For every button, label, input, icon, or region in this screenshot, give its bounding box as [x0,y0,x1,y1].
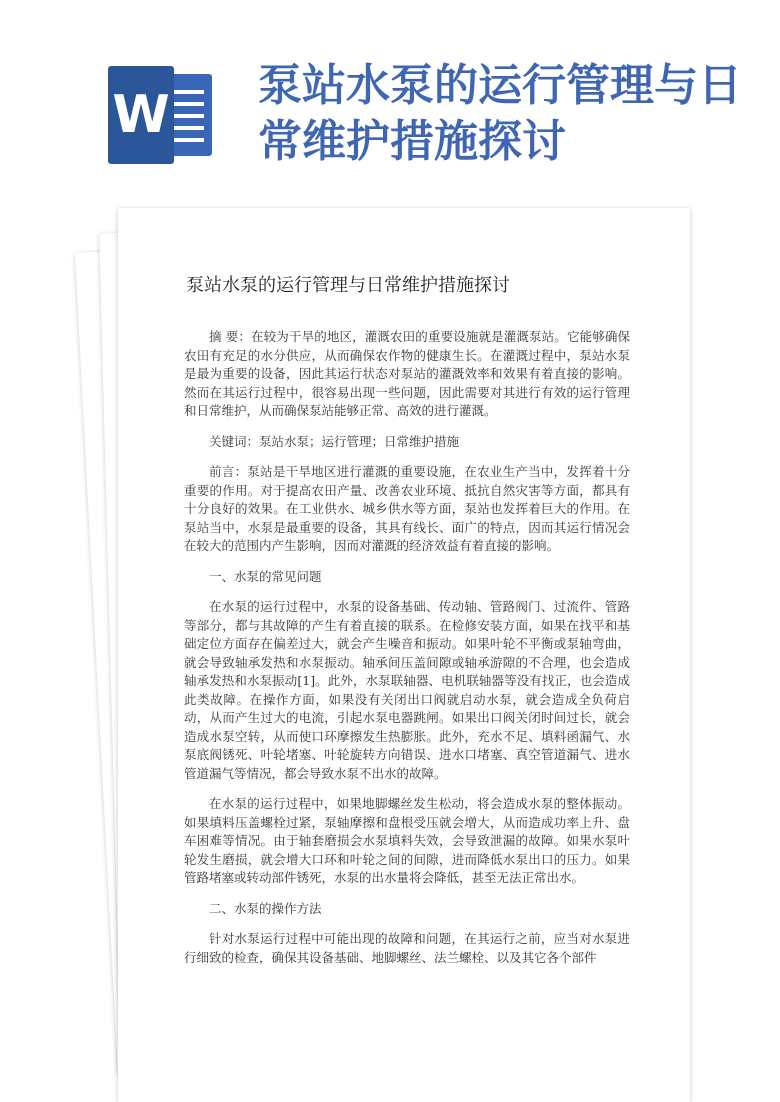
word-letter-badge: W [108,66,174,164]
document-body [184,268,630,979]
text-line-icon [170,90,204,94]
body-paragraph: 针对水泵运行过程中可能出现的故障和问题，在其运行之前，应当对水泵进行细致的检查，确保其设备基础、地脚螺丝、法兰螺栓、以及其它各个部件 [184,931,630,965]
text-line-icon [170,102,204,106]
keywords-paragraph: 关键词：泵站水泵；运行管理；日常维护措施 [209,433,460,449]
body-paragraph: 在水泵的运行过程中，如果地脚螺丝发生松动，将会造成水泵的整体振动。如果填料压盖螺栓过紧，泵轴摩擦和盘根受压就会增大，从而造成功率上升、盘车困难等情况。由于轴套磨损会水泵填料失效，会导致泄漏的故障。如果水泵叶轮发生磨损，就会增大口环和叶轮之间的间隙，进而降低水泵出口的压力。如果管路堵塞或转动部件锈死，水泵的出水量将会降低，甚至无法正常出水。 [184,796,630,885]
document-title: 泵站水泵的运行管理与日常维护措施探讨 [186,275,510,296]
text-line-icon [170,126,204,130]
text-line-icon [170,138,204,142]
preface-paragraph: 前言：泵站是干旱地区进行灌溉的重要设施，在农业生产当中，发挥着十分重要的作用。对于提高农田产量、改善农业环境、抵抗自然灾害等方面，都具有十分良好的效果。在工业供水、城乡供水等方面，泵站也发挥着巨大的作用。在泵站当中，水泵是最重要的设备，其具有线长、面广的特点，因而其运行情况会在较大的范围内产生影响，因而对灌溉的经济效益有着直接的影响。 [184,464,630,553]
word-document-icon [108,66,218,164]
abstract-paragraph: 摘 要：在较为干旱的地区，灌溉农田的重要设施就是灌溉泵站。它能够确保农田有充足的水分供应，从而确保农作物的健康生长。在灌溉过程中，泵站水泵是最为重要的设备，因此其运行状态对泵站的灌溉效率和效果有着直接的影响。然而在其运行过程中，很容易出现一些问题，因此需要对其进行有效的运行管理和日常维护，从而确保泵站能够正常、高效的进行灌溉。 [184,329,630,418]
section-heading: 二、水泵的操作方法 [209,900,322,916]
body-paragraph: 在水泵的运行过程中，水泵的设备基础、传动轴、管路阀门、过流件、管路等部分，都与其故障的产生有着直接的联系。在检修安装方面，如果在找平和基础定位方面存在偏差过大，就会产生噪音和振动。如果叶轮不平衡或泵轴弯曲，就会导致轴承发热和水泵振动。轴承间压盖间隙或轴承游隙的不合理，也会造成轴承发热和水泵振动[1]。此外，水泵联轴器、电机联轴器等没有找正，也会造成此类故障。在操作方面，如果没有关闭出口阀就启动水泵，就会造成全负荷启动，从而产生过大的电流，引起水泵电器跳闸。如果出口阀关闭时间过长，就会造成水泵空转，从而使口环摩擦发生热膨胀。此外，充水不足、填料函漏气、水泵底阀锈死、叶轮堵塞、叶轮旋转方向错误、进水口堵塞、真空管道漏气、进水管道漏气等情况，都会导致水泵不出水的故障。 [184,599,630,781]
section-heading: 一、水泵的常见问题 [209,568,322,584]
banner-title: 泵站水泵的运行管理与日常维护措施探讨 [258,60,742,167]
text-line-icon [170,114,204,118]
